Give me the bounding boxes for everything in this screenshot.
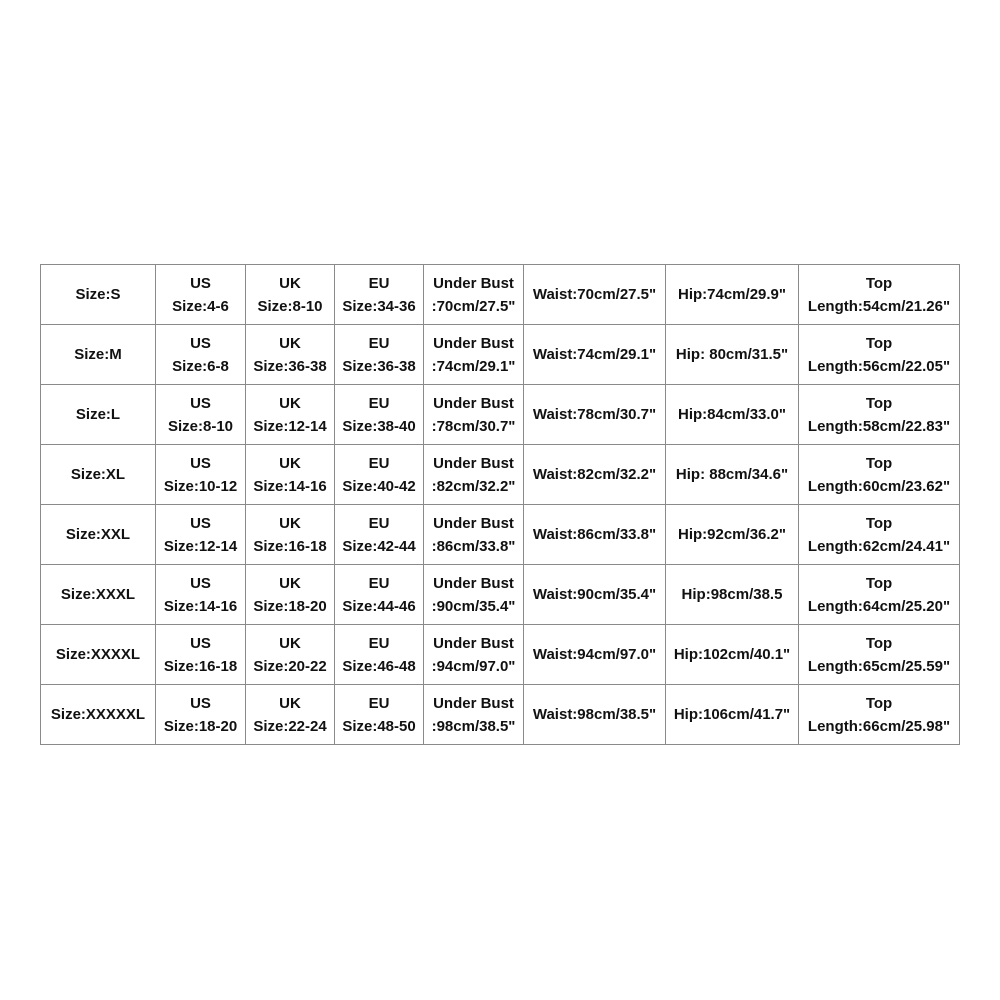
eu-size-value: Size:46-48	[342, 657, 416, 675]
uk-size-heading: UK	[279, 274, 301, 292]
under-bust-heading: Under Bust	[433, 334, 514, 352]
uk-size-heading: UK	[279, 394, 301, 412]
under-bust-cell	[424, 505, 524, 565]
us-size-heading: US	[190, 634, 211, 652]
top-length-value: Length:66cm/25.98"	[807, 717, 951, 735]
uk-size-value: Size:22-24	[253, 717, 327, 735]
size-label-cell: Size:S	[41, 265, 156, 325]
under-bust-heading: Under Bust	[433, 574, 514, 592]
under-bust-value: :98cm/38.5"	[431, 717, 516, 735]
eu-size-heading: EU	[368, 574, 390, 592]
size-row	[41, 265, 960, 325]
us-size-cell	[156, 445, 246, 505]
us-size-cell	[156, 565, 246, 625]
top-length-heading: Top	[865, 574, 893, 592]
under-bust-cell	[424, 685, 524, 745]
hip-cell: Hip:92cm/36.2"	[666, 505, 799, 565]
eu-size-cell	[335, 325, 424, 385]
uk-size-heading: UK	[279, 514, 301, 532]
under-bust-heading: Under Bust	[433, 694, 514, 712]
top-length-cell	[799, 565, 960, 625]
under-bust-value: :90cm/35.4"	[431, 597, 516, 615]
size-row	[41, 505, 960, 565]
top-length-cell	[799, 505, 960, 565]
size-row	[41, 325, 960, 385]
us-size-cell	[156, 325, 246, 385]
waist-cell: Waist:98cm/38.5"	[524, 685, 666, 745]
size-label-cell: Size:XL	[41, 445, 156, 505]
waist-cell: Waist:86cm/33.8"	[524, 505, 666, 565]
size-chart-body	[41, 265, 960, 745]
eu-size-value: Size:40-42	[342, 477, 416, 495]
under-bust-value: :70cm/27.5"	[431, 297, 516, 315]
under-bust-cell	[424, 385, 524, 445]
eu-size-cell	[335, 685, 424, 745]
uk-size-value: Size:16-18	[253, 537, 327, 555]
size-label-cell: Size:XXXXL	[41, 625, 156, 685]
waist-cell: Waist:94cm/97.0"	[524, 625, 666, 685]
size-label-cell: Size:XXXXXL	[41, 685, 156, 745]
us-size-heading: US	[190, 274, 211, 292]
under-bust-heading: Under Bust	[433, 454, 514, 472]
top-length-heading: Top	[865, 394, 893, 412]
eu-size-cell	[335, 445, 424, 505]
eu-size-cell	[335, 625, 424, 685]
uk-size-heading: UK	[279, 694, 301, 712]
uk-size-cell	[246, 565, 335, 625]
top-length-value: Length:60cm/23.62"	[807, 477, 951, 495]
us-size-heading: US	[190, 394, 211, 412]
uk-size-cell	[246, 505, 335, 565]
top-length-value: Length:62cm/24.41"	[807, 537, 951, 555]
eu-size-value: Size:34-36	[342, 297, 416, 315]
top-length-value: Length:65cm/25.59"	[807, 657, 951, 675]
eu-size-heading: EU	[368, 634, 390, 652]
under-bust-heading: Under Bust	[433, 274, 514, 292]
us-size-heading: US	[190, 514, 211, 532]
under-bust-cell	[424, 445, 524, 505]
size-label-cell: Size:XXL	[41, 505, 156, 565]
uk-size-heading: UK	[279, 334, 301, 352]
uk-size-value: Size:36-38	[253, 357, 327, 375]
hip-cell: Hip:98cm/38.5	[666, 565, 799, 625]
eu-size-heading: EU	[368, 334, 390, 352]
eu-size-cell	[335, 385, 424, 445]
under-bust-cell	[424, 265, 524, 325]
uk-size-value: Size:14-16	[253, 477, 327, 495]
top-length-heading: Top	[865, 694, 893, 712]
eu-size-heading: EU	[368, 394, 390, 412]
us-size-cell	[156, 385, 246, 445]
us-size-value: Size:4-6	[172, 297, 229, 315]
waist-cell: Waist:70cm/27.5"	[524, 265, 666, 325]
under-bust-cell	[424, 325, 524, 385]
hip-cell: Hip:106cm/41.7"	[666, 685, 799, 745]
eu-size-cell	[335, 505, 424, 565]
uk-size-heading: UK	[279, 634, 301, 652]
waist-cell: Waist:74cm/29.1"	[524, 325, 666, 385]
under-bust-value: :82cm/32.2"	[431, 477, 516, 495]
eu-size-heading: EU	[368, 514, 390, 532]
top-length-cell	[799, 265, 960, 325]
top-length-cell	[799, 685, 960, 745]
us-size-value: Size:16-18	[163, 657, 238, 675]
eu-size-cell	[335, 265, 424, 325]
size-row	[41, 565, 960, 625]
us-size-cell	[156, 265, 246, 325]
eu-size-cell	[335, 565, 424, 625]
uk-size-cell	[246, 265, 335, 325]
top-length-cell	[799, 445, 960, 505]
eu-size-value: Size:38-40	[342, 417, 416, 435]
eu-size-heading: EU	[368, 454, 390, 472]
size-label-cell: Size:L	[41, 385, 156, 445]
under-bust-cell	[424, 625, 524, 685]
us-size-value: Size:12-14	[163, 537, 238, 555]
under-bust-value: :74cm/29.1"	[431, 357, 516, 375]
us-size-cell	[156, 625, 246, 685]
under-bust-heading: Under Bust	[433, 514, 514, 532]
us-size-heading: US	[190, 574, 211, 592]
uk-size-value: Size:12-14	[253, 417, 327, 435]
us-size-value: Size:6-8	[172, 357, 229, 375]
eu-size-value: Size:48-50	[342, 717, 416, 735]
uk-size-value: Size:20-22	[253, 657, 327, 675]
us-size-heading: US	[190, 694, 211, 712]
us-size-value: Size:8-10	[167, 417, 234, 435]
waist-cell: Waist:90cm/35.4"	[524, 565, 666, 625]
eu-size-value: Size:36-38	[342, 357, 416, 375]
under-bust-cell	[424, 565, 524, 625]
size-row	[41, 445, 960, 505]
top-length-value: Length:54cm/21.26"	[807, 297, 951, 315]
top-length-cell	[799, 625, 960, 685]
hip-cell: Hip:102cm/40.1"	[666, 625, 799, 685]
top-length-heading: Top	[865, 634, 893, 652]
us-size-value: Size:10-12	[163, 477, 238, 495]
uk-size-cell	[246, 445, 335, 505]
us-size-heading: US	[190, 454, 211, 472]
top-length-heading: Top	[865, 514, 893, 532]
under-bust-heading: Under Bust	[433, 634, 514, 652]
hip-cell: Hip: 88cm/34.6"	[666, 445, 799, 505]
eu-size-value: Size:42-44	[342, 537, 416, 555]
top-length-value: Length:56cm/22.05"	[807, 357, 951, 375]
top-length-cell	[799, 325, 960, 385]
top-length-value: Length:58cm/22.83"	[807, 417, 951, 435]
hip-cell: Hip:74cm/29.9"	[666, 265, 799, 325]
top-length-heading: Top	[865, 274, 893, 292]
uk-size-cell	[246, 685, 335, 745]
eu-size-heading: EU	[368, 274, 390, 292]
eu-size-heading: EU	[368, 694, 390, 712]
uk-size-value: Size:18-20	[253, 597, 327, 615]
uk-size-cell	[246, 625, 335, 685]
top-length-heading: Top	[865, 454, 893, 472]
top-length-cell	[799, 385, 960, 445]
under-bust-value: :94cm/97.0"	[431, 657, 516, 675]
us-size-cell	[156, 685, 246, 745]
us-size-value: Size:14-16	[163, 597, 238, 615]
under-bust-heading: Under Bust	[433, 394, 514, 412]
size-label-cell: Size:M	[41, 325, 156, 385]
under-bust-value: :78cm/30.7"	[431, 417, 516, 435]
hip-cell: Hip: 80cm/31.5"	[666, 325, 799, 385]
size-chart-table	[40, 264, 960, 745]
uk-size-cell	[246, 385, 335, 445]
waist-cell: Waist:82cm/32.2"	[524, 445, 666, 505]
size-row	[41, 385, 960, 445]
uk-size-heading: UK	[279, 454, 301, 472]
under-bust-value: :86cm/33.8"	[431, 537, 516, 555]
size-row	[41, 625, 960, 685]
uk-size-heading: UK	[279, 574, 301, 592]
top-length-heading: Top	[865, 334, 893, 352]
us-size-cell	[156, 505, 246, 565]
waist-cell: Waist:78cm/30.7"	[524, 385, 666, 445]
top-length-value: Length:64cm/25.20"	[807, 597, 951, 615]
us-size-value: Size:18-20	[163, 717, 238, 735]
uk-size-value: Size:8-10	[257, 297, 323, 315]
hip-cell: Hip:84cm/33.0"	[666, 385, 799, 445]
uk-size-cell	[246, 325, 335, 385]
size-label-cell: Size:XXXL	[41, 565, 156, 625]
size-row	[41, 685, 960, 745]
eu-size-value: Size:44-46	[342, 597, 416, 615]
us-size-heading: US	[190, 334, 211, 352]
